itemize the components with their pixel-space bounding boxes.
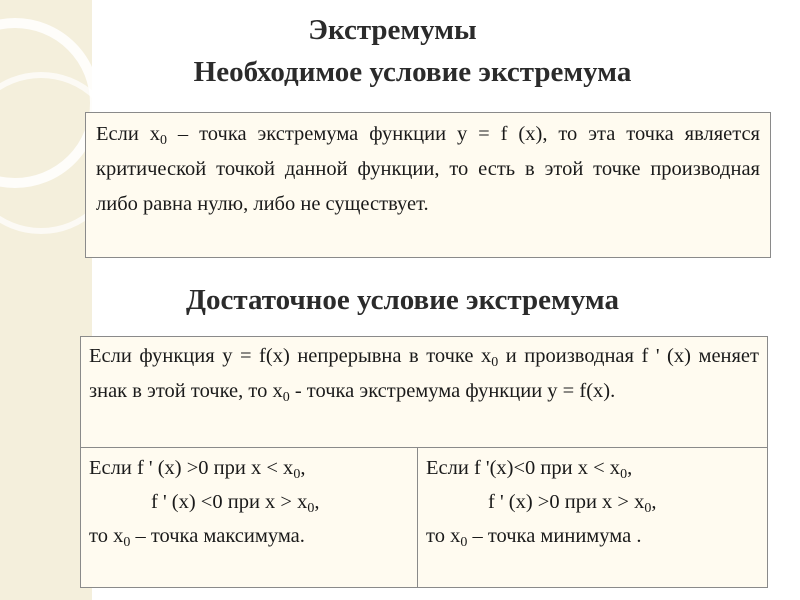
max-line-2: f ' (x) <0 при $x > x_0$, — [151, 491, 320, 516]
max-line-1: Если f ' (x) >0 при $x < x_0$, — [89, 457, 306, 482]
minimum-condition-cell — [418, 448, 768, 588]
necessary-condition-box — [85, 112, 771, 258]
sufficient-condition-intro-box — [80, 336, 768, 448]
sufficient-condition-heading: Достаточное условие экстремума — [186, 284, 619, 316]
necessary-condition-text: Если $x_0$ – точка экстремума функции y = f (x), то эта точка является критической точкой данной функции, то есть в этой точке производная либо равна нулю, либо не существует. — [96, 123, 760, 215]
slide-title: Экстремумы — [308, 14, 477, 46]
sufficient-condition-intro: Если функция y = f(x) непрерывна в точке $x_0$ и производная f ' (x) меняет знак в этой точке, то $x_0$ - точка экстремума функции y = f(x). — [89, 345, 759, 405]
max-line-3: то $x_0$ – точка максимума. — [89, 525, 305, 550]
maximum-condition-cell — [80, 448, 418, 588]
min-line-1: Если f '(x)<0 при $x < x_0$, — [426, 457, 633, 482]
min-line-3: то $x_0$ – точка минимума . — [426, 525, 642, 550]
necessary-condition-heading: Необходимое условие экстремума — [193, 56, 632, 88]
min-line-2: f ' (x) >0 при $x > x_0$, — [488, 491, 657, 516]
